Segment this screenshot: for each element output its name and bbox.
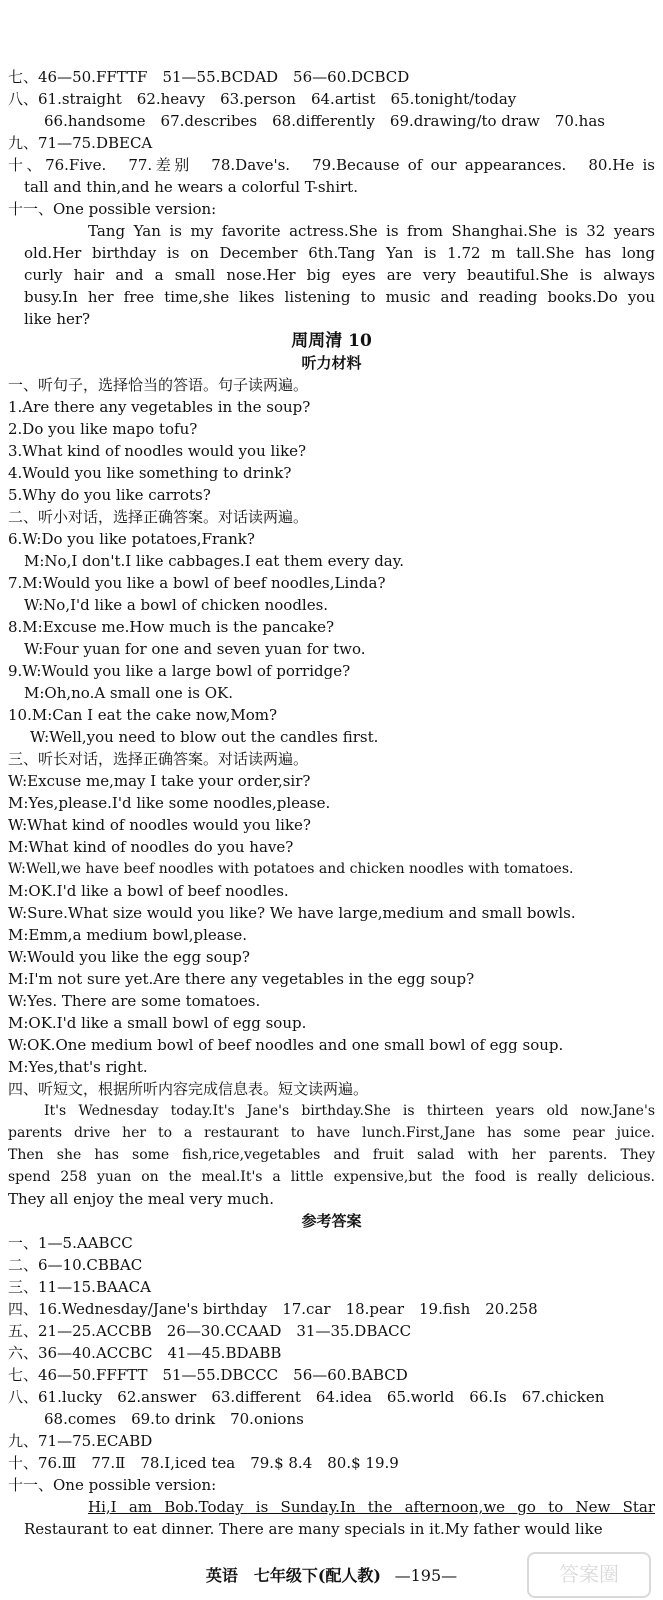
listening-sentence: 1.Are there any vegetables in the soup? <box>8 398 311 416</box>
essay-line: curly hair and a small nose.Her big eyes are very beautiful.She is always <box>24 266 655 284</box>
listening-material-title: 听力材料 <box>301 354 362 372</box>
section-8-answers-cont: 66.handsome 67.describes 68.differently 69.drawing/to draw 70.has <box>44 112 605 130</box>
essay-line: like her? <box>24 310 91 328</box>
part-1-instruction: 一、听句子，选择恰当的答语。句子读两遍。 <box>8 376 309 394</box>
answer-line: 七、46—50.FFFTT 51—55.DBCCC 56—60.BABCD <box>8 1366 408 1384</box>
long-dialogue-line: W:Would you like the egg soup? <box>8 948 250 966</box>
long-dialogue-line: W:OK.One medium bowl of beef noodles and one small bowl of egg soup. <box>8 1036 564 1054</box>
part-3-instruction: 三、听长对话，选择正确答案。对话读两遍。 <box>8 750 309 768</box>
long-dialogue-line: W:Excuse me,may I take your order,sir? <box>8 772 311 790</box>
passage-line: It's Wednesday today.It's Jane's birthday.She is thirteen years old now.Jane's <box>44 1103 655 1119</box>
long-dialogue-line: W:What kind of noodles would you like? <box>8 816 311 834</box>
listening-sentence: 3.What kind of noodles would you like? <box>8 442 307 460</box>
reference-answers-title: 参考答案 <box>301 1212 362 1230</box>
answer-line: 二、6—10.CBBAC <box>8 1256 143 1274</box>
dialogue-line: W:Well,you need to blow out the candles first. <box>30 728 379 746</box>
long-dialogue-line: M:Emm,a medium bowl,please. <box>8 926 248 944</box>
answer-line: 五、21—25.ACCBB 26—30.CCAAD 31—35.DBACC <box>8 1322 412 1340</box>
essay-line: Restaurant to eat dinner. There are many specials in it.My father would like <box>24 1520 603 1538</box>
page-number: —195— <box>394 1566 458 1585</box>
section-7-answers: 七、46—50.FFTTF 51—55.BCDAD 56—60.DCBCD <box>8 68 410 86</box>
dialogue-line: M:No,I don't.I like cabbages.I eat them every day. <box>24 552 405 570</box>
answer-line: 一、1—5.AABCC <box>8 1234 133 1252</box>
answer-line: 十一、One possible version: <box>8 1476 217 1494</box>
answer-line: 四、16.Wednesday/Jane's birthday 17.car 18.pear 19.fish 20.258 <box>8 1300 538 1318</box>
passage-line: Then she has some fish,rice,vegetables and fruit salad with her parents. They <box>8 1147 655 1163</box>
listening-sentence: 2.Do you like mapo tofu? <box>8 420 198 438</box>
section-10-answers: 十、76.Five. 77.差别 78.Dave's. 79.Because of our appearances. 80.He is <box>8 156 655 174</box>
listening-sentence: 5.Why do you like carrots? <box>8 486 211 504</box>
long-dialogue-line: W:Yes. There are some tomatoes. <box>8 992 261 1010</box>
section-8-answers: 八、61.straight 62.heavy 63.person 64.artist 65.tonight/today <box>8 90 517 108</box>
answer-line: 九、71—75.ECABD <box>8 1432 153 1450</box>
dialogue-line: 7.M:Would you like a bowl of beef noodles,Linda? <box>8 574 386 592</box>
dialogue-line: W:Four yuan for one and seven yuan for two. <box>24 640 366 658</box>
passage-line: spend 258 yuan on the meal.It's a little expensive,but the food is really delicious. <box>8 1169 655 1185</box>
section-11-label: 十一、One possible version: <box>8 200 217 218</box>
answer-line: 六、36—40.ACCBC 41—45.BDABB <box>8 1344 282 1362</box>
long-dialogue-line: W:Sure.What size would you like? We have large,medium and small bowls. <box>8 904 576 922</box>
dialogue-line: 8.M:Excuse me.How much is the pancake? <box>8 618 334 636</box>
answer-line: 十、76.Ⅲ 77.Ⅱ 78.Ⅰ,iced tea 79.$ 8.4 80.$ 19.9 <box>8 1454 399 1472</box>
long-dialogue-line: M:OK.I'd like a small bowl of egg soup. <box>8 1014 307 1032</box>
long-dialogue-line: M:What kind of noodles do you have? <box>8 838 294 856</box>
part-2-instruction: 二、听小对话，选择正确答案。对话读两遍。 <box>8 508 309 526</box>
dialogue-line: 9.W:Would you like a large bowl of porridge? <box>8 662 351 680</box>
part-4-instruction: 四、听短文，根据所听内容完成信息表。短文读两遍。 <box>8 1080 369 1098</box>
passage-line: parents drive her to a restaurant to have lunch.First,Jane has some pear juice. <box>8 1125 655 1141</box>
answer-line: 八、61.lucky 62.answer 63.different 64.idea 65.world 66.Is 67.chicken <box>8 1388 605 1406</box>
section-title: 周周清 10 <box>291 331 372 351</box>
long-dialogue-line: W:Well,we have beef noodles with potatoes and chicken noodles with tomatoes. <box>8 861 574 877</box>
long-dialogue-line: M:OK.I'd like a bowl of beef noodles. <box>8 882 289 900</box>
essay-line: busy.In her free time,she likes listening to music and reading books.Do you <box>24 288 655 306</box>
watermark-logo: 答案圈 <box>527 1552 651 1598</box>
long-dialogue-line: M:I'm not sure yet.Are there any vegetables in the egg soup? <box>8 970 475 988</box>
long-dialogue-line: M:Yes,that's right. <box>8 1058 148 1076</box>
dialogue-line: W:No,I'd like a bowl of chicken noodles. <box>24 596 329 614</box>
essay-line: old.Her birthday is on December 6th.Tang Yan is 1.72 m tall.She has long <box>24 244 655 262</box>
answer-line: 三、11—15.BAACA <box>8 1278 151 1296</box>
section-10-answers-cont: tall and thin,and he wears a colorful T-shirt. <box>24 178 358 196</box>
footer-subject: 英语 七年级下(配人教) <box>205 1566 382 1585</box>
essay-line: Hi,I am Bob.Today is Sunday.In the afternoon,we go to New Star <box>88 1498 655 1516</box>
dialogue-line: 10.M:Can I eat the cake now,Mom? <box>8 706 278 724</box>
listening-sentence: 4.Would you like something to drink? <box>8 464 292 482</box>
essay-line: Tang Yan is my favorite actress.She is from Shanghai.She is 32 years <box>88 222 655 240</box>
long-dialogue-line: M:Yes,please.I'd like some noodles,please. <box>8 794 331 812</box>
answer-line: 68.comes 69.to drink 70.onions <box>44 1410 304 1428</box>
passage-line: They all enjoy the meal very much. <box>8 1190 274 1208</box>
section-9-answers: 九、71—75.DBECA <box>8 134 153 152</box>
dialogue-line: 6.W:Do you like potatoes,Frank? <box>8 530 255 548</box>
dialogue-line: M:Oh,no.A small one is OK. <box>24 684 234 702</box>
